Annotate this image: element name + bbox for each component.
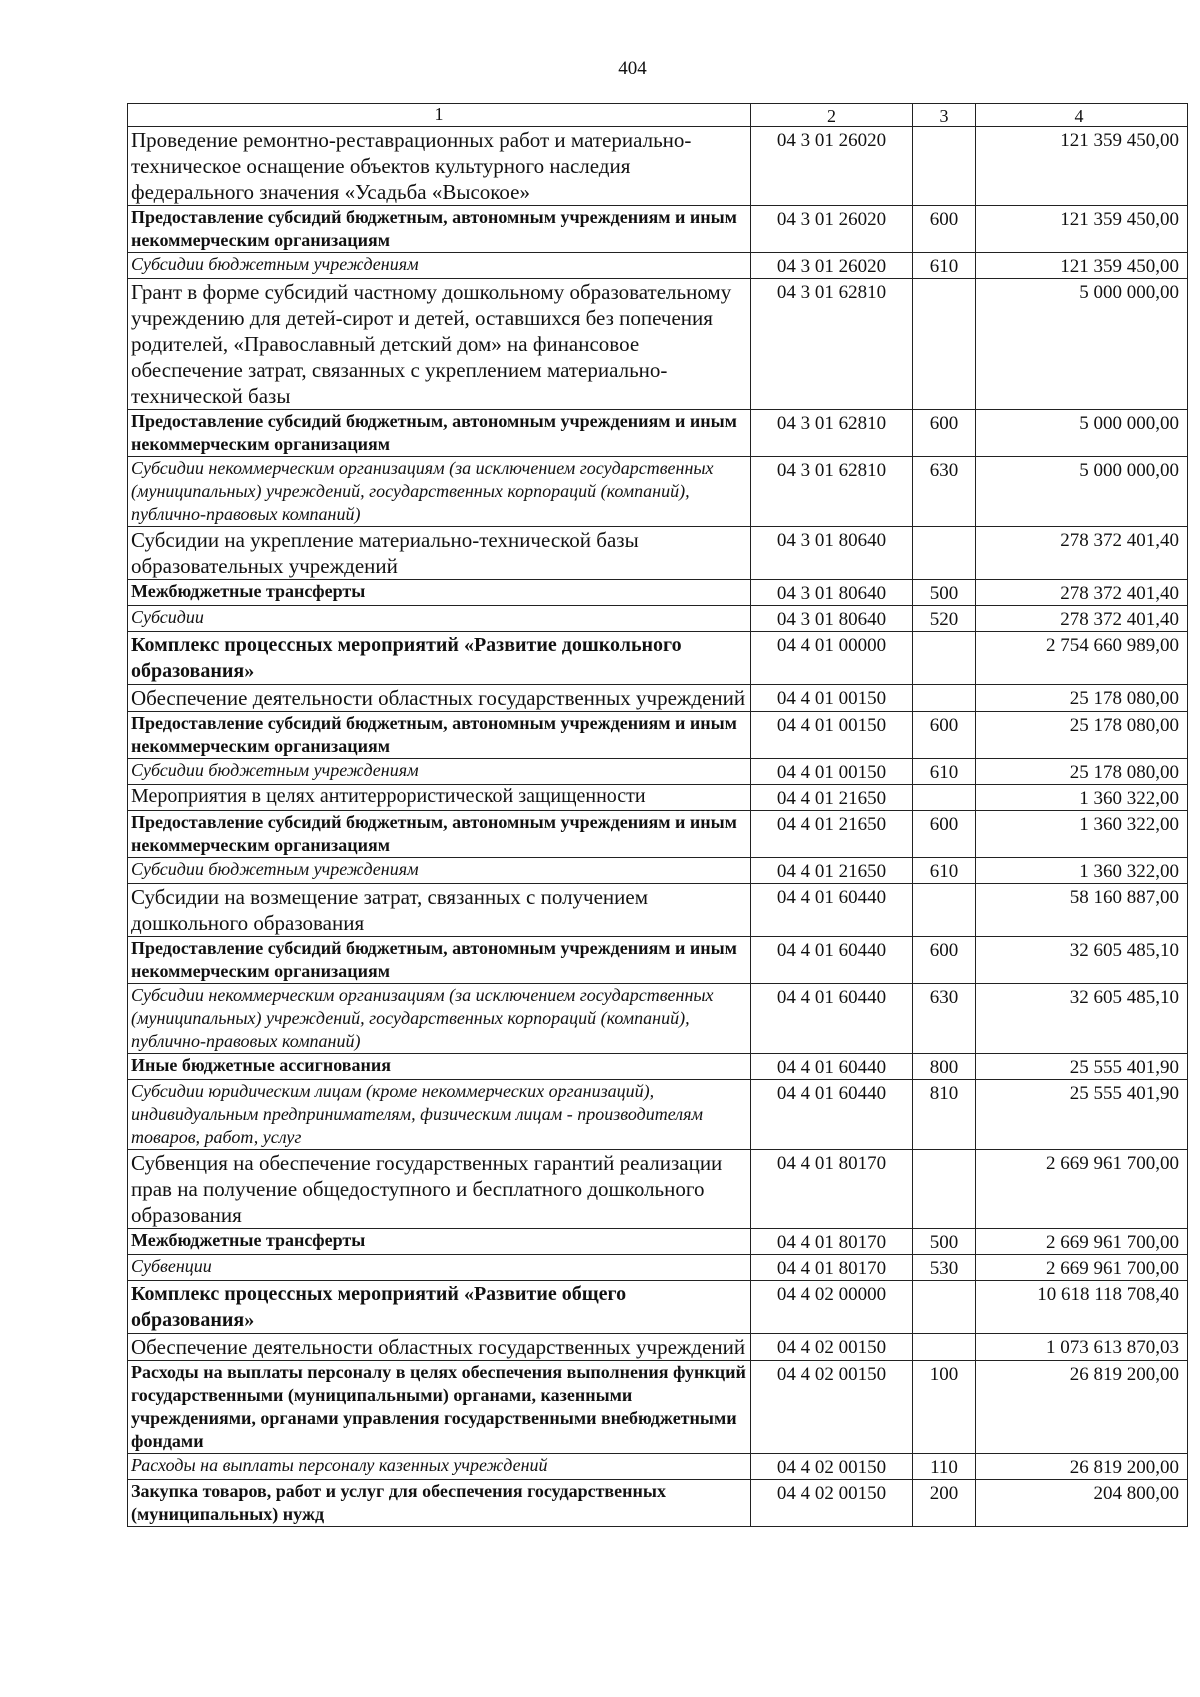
table-row (128, 984, 1188, 1054)
row-amount: 204 800,00 (976, 1480, 1188, 1527)
row-code: 04 4 01 60440 (751, 937, 913, 984)
table-row (128, 759, 1188, 785)
row-kind: 610 (913, 858, 976, 884)
row-kind: 100 (913, 1361, 976, 1454)
budget-table (127, 103, 1188, 1527)
row-amount: 25 555 401,90 (976, 1054, 1188, 1080)
row-kind: 110 (913, 1454, 976, 1480)
row-code: 04 3 01 62810 (751, 279, 913, 410)
row-kind: 600 (913, 410, 976, 457)
row-kind (913, 1150, 976, 1229)
header-col-4: 4 (976, 104, 1188, 127)
table-row (128, 1334, 1188, 1361)
row-name: Субсидии на возмещение затрат, связанных с получением дошкольного образования (128, 884, 751, 937)
row-name: Межбюджетные трансферты (128, 1229, 751, 1255)
row-code: 04 4 02 00000 (751, 1281, 913, 1334)
row-code: 04 3 01 80640 (751, 527, 913, 580)
row-amount: 278 372 401,40 (976, 580, 1188, 606)
table-row (128, 858, 1188, 884)
row-kind (913, 1281, 976, 1334)
row-kind (913, 527, 976, 580)
header-col-1: 1 (128, 104, 751, 127)
row-code: 04 3 01 26020 (751, 253, 913, 279)
row-name: Субсидии некоммерческим организациям (за исключением государственных (муниципальных) учреждений, государственных корпораций (компаний), публично-правовых компаний) (128, 457, 751, 527)
row-code: 04 4 02 00150 (751, 1480, 913, 1527)
row-name: Субсидии (128, 606, 751, 632)
row-name: Грант в форме субсидий частному дошкольному образовательному учреждению для детей-сирот и детей, оставшихся без попечения родителей, «Православный детский дом» на финансовое обеспечение затрат, связанных с укреплением материально-технической базы (128, 279, 751, 410)
table-row (128, 685, 1188, 712)
row-code: 04 3 01 62810 (751, 457, 913, 527)
row-name: Закупка товаров, работ и услуг для обеспечения государственных (муниципальных) нужд (128, 1480, 751, 1527)
table-row (128, 785, 1188, 811)
row-amount: 5 000 000,00 (976, 410, 1188, 457)
row-code: 04 3 01 26020 (751, 127, 913, 206)
row-code: 04 3 01 80640 (751, 580, 913, 606)
row-code: 04 4 01 80170 (751, 1255, 913, 1281)
row-kind (913, 785, 976, 811)
row-amount: 2 669 961 700,00 (976, 1229, 1188, 1255)
row-code: 04 4 01 60440 (751, 1080, 913, 1150)
table-row (128, 527, 1188, 580)
row-amount: 121 359 450,00 (976, 127, 1188, 206)
row-name: Обеспечение деятельности областных государственных учреждений (128, 685, 751, 712)
row-name: Межбюджетные трансферты (128, 580, 751, 606)
table-row (128, 1454, 1188, 1480)
row-amount: 121 359 450,00 (976, 253, 1188, 279)
table-row (128, 1480, 1188, 1527)
row-name: Субвенция на обеспечение государственных гарантий реализации прав на получение общедоступного и бесплатного дошкольного образования (128, 1150, 751, 1229)
row-kind: 800 (913, 1054, 976, 1080)
row-code: 04 4 01 21650 (751, 811, 913, 858)
row-name: Субсидии некоммерческим организациям (за исключением государственных (муниципальных) учреждений, государственных корпораций (компаний), публично-правовых компаний) (128, 984, 751, 1054)
table-row (128, 410, 1188, 457)
row-kind: 500 (913, 1229, 976, 1255)
row-name: Расходы на выплаты персоналу в целях обеспечения выполнения функций государственными (муниципальными) органами, казенными учреждениями, органами управления государственными внебюджетными фондами (128, 1361, 751, 1454)
row-name: Проведение ремонтно-реставрационных работ и материально-техническое оснащение объектов культурного наследия федерального значения «Усадьба «Высокое» (128, 127, 751, 206)
row-code: 04 4 01 80170 (751, 1229, 913, 1255)
row-kind: 200 (913, 1480, 976, 1527)
row-amount: 278 372 401,40 (976, 527, 1188, 580)
row-amount: 10 618 118 708,40 (976, 1281, 1188, 1334)
row-kind (913, 884, 976, 937)
row-name: Предоставление субсидий бюджетным, автономным учреждениям и иным некоммерческим организациям (128, 712, 751, 759)
table-row (128, 811, 1188, 858)
row-name: Мероприятия в целях антитеррористической защищенности (128, 785, 751, 811)
row-name: Комплекс процессных мероприятий «Развитие общего образования» (128, 1281, 751, 1334)
table-row (128, 457, 1188, 527)
row-name: Субсидии бюджетным учреждениям (128, 253, 751, 279)
row-code: 04 4 01 60440 (751, 984, 913, 1054)
row-name: Иные бюджетные ассигнования (128, 1054, 751, 1080)
row-kind: 600 (913, 712, 976, 759)
row-kind: 810 (913, 1080, 976, 1150)
row-amount: 5 000 000,00 (976, 457, 1188, 527)
row-name: Субсидии на укрепление материально-технической базы образовательных учреждений (128, 527, 751, 580)
row-kind: 600 (913, 206, 976, 253)
row-amount: 5 000 000,00 (976, 279, 1188, 410)
row-kind: 530 (913, 1255, 976, 1281)
row-amount: 1 073 613 870,03 (976, 1334, 1188, 1361)
row-code: 04 4 02 00150 (751, 1361, 913, 1454)
row-kind: 630 (913, 457, 976, 527)
table-row (128, 279, 1188, 410)
row-code: 04 3 01 62810 (751, 410, 913, 457)
page-number: 404 (618, 58, 647, 79)
row-name: Субсидии бюджетным учреждениям (128, 759, 751, 785)
row-kind (913, 279, 976, 410)
row-code: 04 4 01 80170 (751, 1150, 913, 1229)
table-row (128, 1054, 1188, 1080)
row-name: Предоставление субсидий бюджетным, автономным учреждениям и иным некоммерческим организациям (128, 206, 751, 253)
row-name: Предоставление субсидий бюджетным, автономным учреждениям и иным некоммерческим организациям (128, 811, 751, 858)
header-col-2: 2 (751, 104, 913, 127)
row-amount: 25 178 080,00 (976, 685, 1188, 712)
row-amount: 25 178 080,00 (976, 712, 1188, 759)
row-code: 04 4 01 00150 (751, 712, 913, 759)
table-row (128, 127, 1188, 206)
table-row (128, 1150, 1188, 1229)
row-kind (913, 685, 976, 712)
row-kind: 500 (913, 580, 976, 606)
row-kind: 600 (913, 937, 976, 984)
row-amount: 121 359 450,00 (976, 206, 1188, 253)
table-row (128, 1361, 1188, 1454)
row-code: 04 4 02 00150 (751, 1334, 913, 1361)
row-amount: 25 555 401,90 (976, 1080, 1188, 1150)
row-kind: 520 (913, 606, 976, 632)
row-code: 04 4 01 00150 (751, 685, 913, 712)
row-amount: 58 160 887,00 (976, 884, 1188, 937)
row-amount: 278 372 401,40 (976, 606, 1188, 632)
row-amount: 25 178 080,00 (976, 759, 1188, 785)
row-name: Субсидии бюджетным учреждениям (128, 858, 751, 884)
row-amount: 26 819 200,00 (976, 1454, 1188, 1480)
table-row (128, 632, 1188, 685)
table-row (128, 937, 1188, 984)
row-name: Обеспечение деятельности областных государственных учреждений (128, 1334, 751, 1361)
table-row (128, 253, 1188, 279)
row-kind: 610 (913, 253, 976, 279)
row-kind: 600 (913, 811, 976, 858)
row-kind (913, 127, 976, 206)
table-row (128, 1229, 1188, 1255)
row-amount: 2 754 660 989,00 (976, 632, 1188, 685)
row-amount: 1 360 322,00 (976, 811, 1188, 858)
table-row (128, 1080, 1188, 1150)
row-code: 04 4 01 60440 (751, 1054, 913, 1080)
row-code: 04 4 01 00000 (751, 632, 913, 685)
row-kind: 630 (913, 984, 976, 1054)
row-name: Комплекс процессных мероприятий «Развитие дошкольного образования» (128, 632, 751, 685)
row-amount: 26 819 200,00 (976, 1361, 1188, 1454)
row-amount: 1 360 322,00 (976, 858, 1188, 884)
row-kind (913, 1334, 976, 1361)
row-code: 04 3 01 80640 (751, 606, 913, 632)
table-header-row (128, 104, 1188, 127)
table-row (128, 884, 1188, 937)
row-code: 04 4 01 21650 (751, 785, 913, 811)
row-name: Расходы на выплаты персоналу казенных учреждений (128, 1454, 751, 1480)
row-kind (913, 632, 976, 685)
row-amount: 32 605 485,10 (976, 984, 1188, 1054)
row-amount: 1 360 322,00 (976, 785, 1188, 811)
row-name: Субсидии юридическим лицам (кроме некоммерческих организаций), индивидуальным предпринимателям, физическим лицам - производителям товаров, работ, услуг (128, 1080, 751, 1150)
header-col-3: 3 (913, 104, 976, 127)
row-code: 04 4 01 21650 (751, 858, 913, 884)
row-name: Предоставление субсидий бюджетным, автономным учреждениям и иным некоммерческим организациям (128, 410, 751, 457)
row-amount: 2 669 961 700,00 (976, 1150, 1188, 1229)
table-row (128, 1255, 1188, 1281)
table-row (128, 580, 1188, 606)
table-row (128, 1281, 1188, 1334)
row-amount: 32 605 485,10 (976, 937, 1188, 984)
table-row (128, 712, 1188, 759)
row-kind: 610 (913, 759, 976, 785)
row-code: 04 4 01 60440 (751, 884, 913, 937)
row-code: 04 3 01 26020 (751, 206, 913, 253)
row-code: 04 4 02 00150 (751, 1454, 913, 1480)
row-code: 04 4 01 00150 (751, 759, 913, 785)
row-name: Субвенции (128, 1255, 751, 1281)
row-name: Предоставление субсидий бюджетным, автономным учреждениям и иным некоммерческим организациям (128, 937, 751, 984)
row-amount: 2 669 961 700,00 (976, 1255, 1188, 1281)
table-row (128, 606, 1188, 632)
table-row (128, 206, 1188, 253)
